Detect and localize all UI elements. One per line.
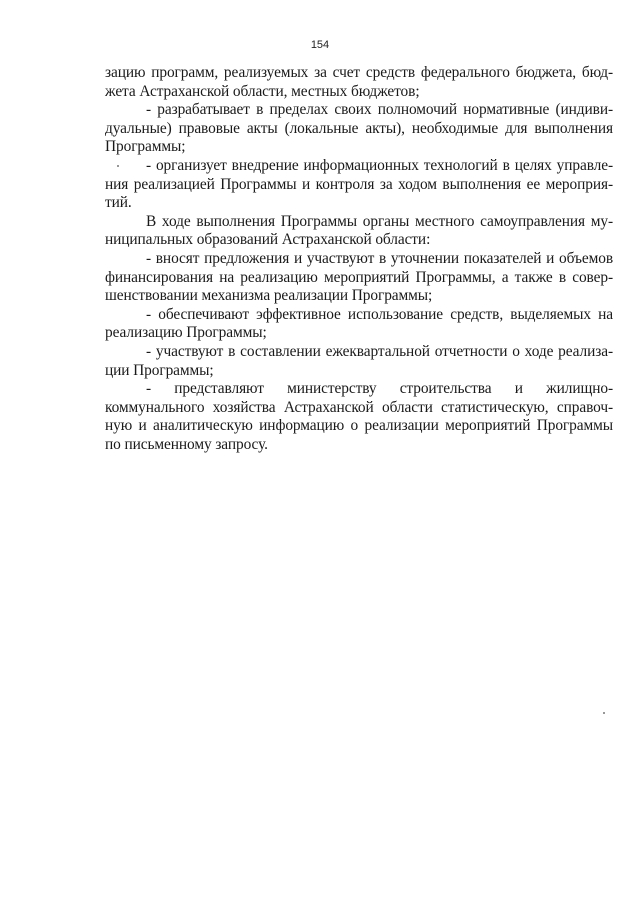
text-line: шенствовании механизма реализации Программы; <box>105 287 433 305</box>
text-line: Программы; <box>105 138 186 156</box>
page-number: 154 <box>310 39 330 51</box>
text-line: ную и аналитическую информацию о реализации мероприятий Программы <box>105 417 613 435</box>
text-line: ниципальных образований Астраханской области: <box>105 231 431 249</box>
document-body <box>105 64 613 454</box>
text-line: по письменному запросу. <box>105 435 268 453</box>
text-line: - представляют министерству строительства и жилищно- <box>146 380 613 398</box>
scan-speck <box>117 165 119 167</box>
text-line: ции Программы; <box>105 361 214 379</box>
text-line: ния реализацией Программы и контроля за ходом выполнения ее мероприя- <box>105 175 613 193</box>
text-line: - организует внедрение информационных технологий в целях управле- <box>146 156 613 174</box>
text-line: реализацию Программы; <box>105 324 267 342</box>
text-line: - разрабатывает в пределах своих полномочий нормативные (индиви- <box>146 101 613 119</box>
text-line: - участвуют в составлении ежеквартальной отчетности о ходе реализа- <box>146 342 613 360</box>
text-line: коммунального хозяйства Астраханской области статистическую, справоч- <box>105 398 613 416</box>
scan-speck <box>603 712 605 714</box>
text-line: тий. <box>105 194 132 212</box>
text-line: зацию программ, реализуемых за счет средств федерального бюджета, бюд- <box>105 64 613 81</box>
text-line: В ходе выполнения Программы органы местного самоуправления му- <box>146 212 613 230</box>
text-line: - обеспечивают эффективное использование средств, выделяемых на <box>146 305 613 323</box>
text-line: дуальные) правовые акты (локальные акты), необходимые для выполнения <box>105 119 613 137</box>
text-line: - вносят предложения и участвуют в уточнении показателей и объемов <box>146 249 613 267</box>
text-line: жета Астраханской области, местных бюджетов; <box>105 82 420 100</box>
text-line: финансирования на реализацию мероприятий Программы, а также в совер- <box>105 268 613 286</box>
